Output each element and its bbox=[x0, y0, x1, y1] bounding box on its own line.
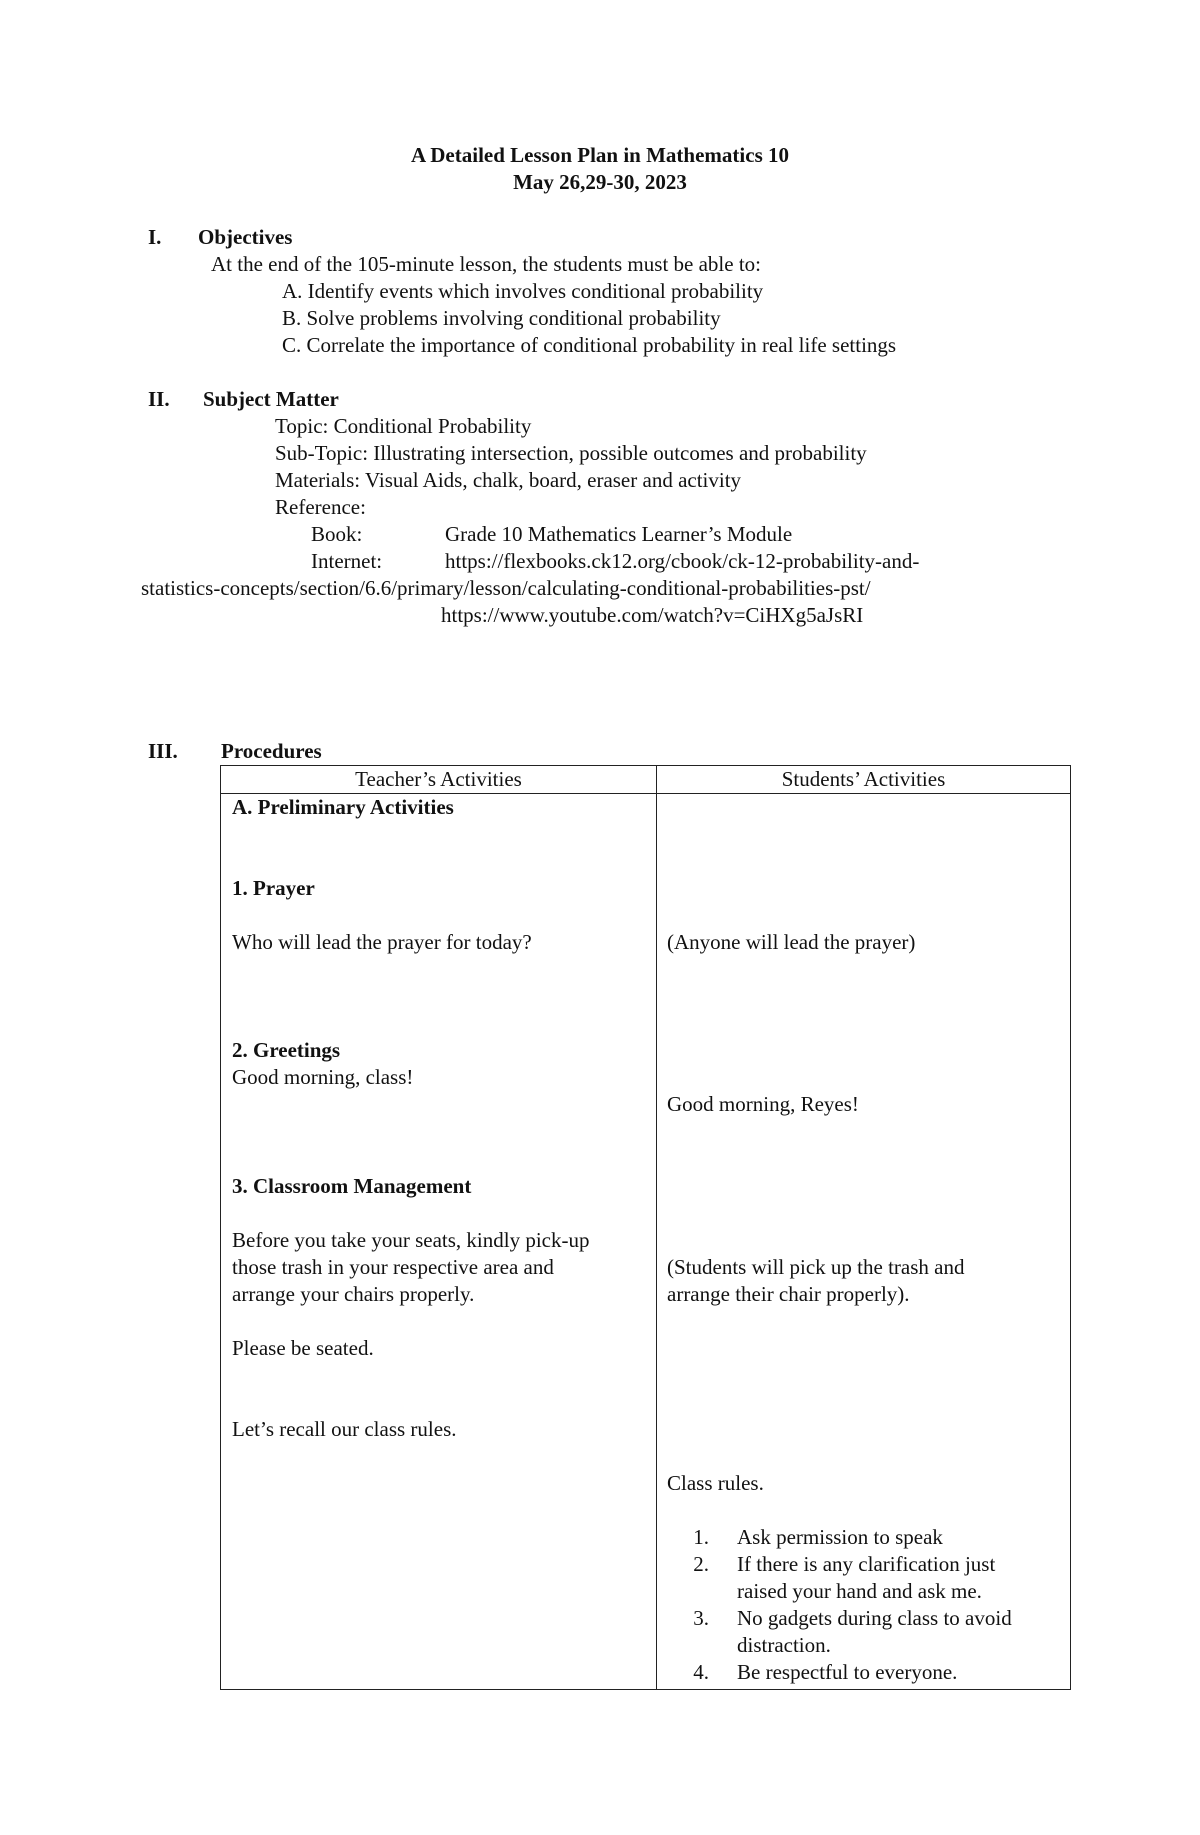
student-trash-response: (Students will pick up the trash and bbox=[667, 1255, 965, 1279]
youtube-link[interactable]: https://www.youtube.com/watch?v=CiHXg5aJsRI bbox=[441, 603, 864, 627]
management-text: arrange your chairs properly. bbox=[232, 1282, 475, 1306]
greetings-heading: 2. Greetings bbox=[232, 1038, 341, 1062]
seated-text: Please be seated. bbox=[232, 1336, 374, 1360]
rule-number: 1. bbox=[693, 1525, 709, 1549]
internet-link[interactable]: https://flexbooks.ck12.org/cbook/ck-12-probability-and- bbox=[445, 549, 920, 573]
table-header-row bbox=[221, 766, 1071, 794]
rule-text: No gadgets during class to avoid bbox=[737, 1606, 1012, 1630]
rule-number: 2. bbox=[693, 1552, 709, 1576]
objective-item: C. Correlate the importance of conditional probability in real life settings bbox=[282, 333, 897, 357]
preliminary-activities-heading: A. Preliminary Activities bbox=[232, 795, 454, 819]
student-trash-response: arrange their chair properly). bbox=[667, 1282, 910, 1306]
management-text: those trash in your respective area and bbox=[232, 1255, 554, 1279]
book-value: Grade 10 Mathematics Learner’s Module bbox=[445, 522, 793, 546]
internet-label: Internet: bbox=[311, 549, 383, 573]
objectives-intro: At the end of the 105-minute lesson, the students must be able to: bbox=[211, 252, 761, 276]
objective-item: B. Solve problems involving conditional probability bbox=[282, 306, 721, 330]
procedures-table bbox=[220, 765, 1071, 1690]
student-prayer-response: (Anyone will lead the prayer) bbox=[667, 930, 916, 954]
procedures-heading: Procedures bbox=[221, 739, 322, 763]
classroom-management-heading: 3. Classroom Management bbox=[232, 1174, 472, 1198]
table-row bbox=[221, 794, 1071, 1690]
students-activities-header: Students’ Activities bbox=[657, 766, 1071, 794]
subject-matter-heading: Subject Matter bbox=[203, 387, 339, 411]
reference-label: Reference: bbox=[275, 495, 366, 519]
topic: Topic: Conditional Probability bbox=[275, 414, 532, 438]
document-title: A Detailed Lesson Plan in Mathematics 10 bbox=[411, 143, 789, 167]
subtopic: Sub-Topic: Illustrating intersection, possible outcomes and probability bbox=[275, 441, 867, 465]
teacher-activities-header: Teacher’s Activities bbox=[221, 766, 657, 794]
subject-matter-numeral: II. bbox=[148, 387, 170, 411]
recall-rules-text: Let’s recall our class rules. bbox=[232, 1417, 457, 1441]
student-greeting-response: Good morning, Reyes! bbox=[667, 1092, 859, 1116]
rule-number: 3. bbox=[693, 1606, 709, 1630]
management-text: Before you take your seats, kindly pick-up bbox=[232, 1228, 590, 1252]
internet-link-continued[interactable]: statistics-concepts/section/6.6/primary/lesson/calculating-conditional-probabilities-pst/ bbox=[141, 576, 871, 600]
rule-text: Ask permission to speak bbox=[737, 1525, 943, 1549]
objective-item: A. Identify events which involves conditional probability bbox=[282, 279, 764, 303]
rule-text-continued: raised your hand and ask me. bbox=[737, 1579, 982, 1603]
document-date: May 26,29-30, 2023 bbox=[513, 170, 687, 194]
prayer-text: Who will lead the prayer for today? bbox=[232, 930, 532, 954]
rule-text-continued: distraction. bbox=[737, 1633, 831, 1657]
materials: Materials: Visual Aids, chalk, board, eraser and activity bbox=[275, 468, 742, 492]
book-label: Book: bbox=[311, 522, 363, 546]
class-rules-heading: Class rules. bbox=[667, 1471, 764, 1495]
objectives-numeral: I. bbox=[148, 225, 162, 249]
rule-number: 4. bbox=[693, 1660, 709, 1684]
greetings-text: Good morning, class! bbox=[232, 1065, 414, 1089]
rule-text: If there is any clarification just bbox=[737, 1552, 996, 1576]
teacher-activities-cell bbox=[221, 794, 657, 1690]
objectives-heading: Objectives bbox=[198, 225, 293, 249]
prayer-heading: 1. Prayer bbox=[232, 876, 315, 900]
students-activities-cell bbox=[657, 794, 1071, 1690]
procedures-numeral: III. bbox=[148, 739, 178, 763]
rule-text: Be respectful to everyone. bbox=[737, 1660, 958, 1684]
